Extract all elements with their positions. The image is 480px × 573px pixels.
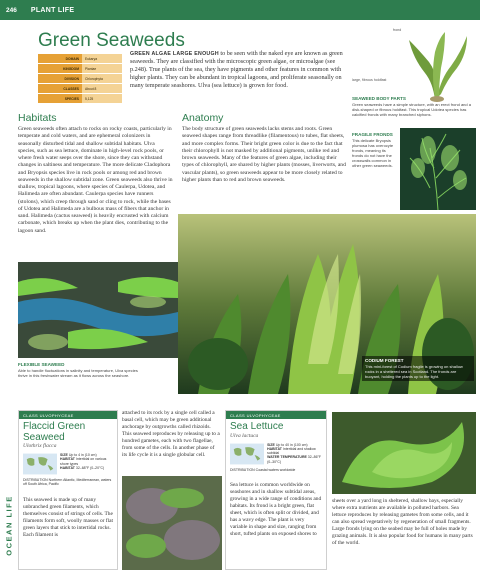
page-title: Green Seaweeds [38, 30, 185, 51]
vertical-section-label: OCEAN LIFE [4, 494, 14, 556]
species-fact: SIZE Up to 40 in (100 cm) [267, 442, 308, 447]
fragile-fronds-caption: FRAGILE FRONDS This delicate Bryopsis plumosa has overocyte fronds, meaning its fronds do not have the crosswalls common in other green seaweeds. [352, 132, 394, 168]
intro-text: to be seen with the naked eye are known as green seaweeds. They are classified with the microscopic green algae, or microalgae (see p.248). True plants of the sea, they have pigments and other features in common with higher plants. They can be abundant in tropical lagoons, and proliferate seasonally on many temperate seashores. Ulva (sea lettuce) is grown for food. [130, 50, 343, 89]
classification-row: KINGDOM Plantae [38, 64, 122, 73]
section-title: PLANT LIFE [30, 6, 75, 14]
ulva-stream-image [18, 262, 178, 358]
species-scientific-name: Ulothrix flacca [23, 443, 57, 449]
anatomy-heading: Anatomy [182, 112, 224, 124]
intro-paragraph [130, 50, 345, 90]
classification-row: DOMAIN Eukarya [38, 54, 122, 63]
species-title: Flaccid Green Seaweed [23, 421, 86, 443]
codium-caption: CODIUM FOREST This mini-forest of Codium fragile is growing on shallow rocks in a sheltered sea in Scotland. The fronds are buoyant, holding the plants up to the light. [362, 356, 474, 381]
frond-label: frond [393, 28, 402, 32]
bryopsis-image [400, 128, 476, 210]
habitats-heading: Habitats [18, 112, 57, 124]
classification-row: CLASSES About 8 [38, 84, 122, 93]
anatomy-text: The body structure of green seaweeds lacks stems and roots. Green seaweed shapes range from threadlike (filamentous) to tubes, flat sheets, and more complex forms. Their bright green color is due to the fact that their chlorophyll is not masked by additional pigments, unlike red and brown seaweeds. Many of the features of green algae, including their types of chlorophyll, are shared by higher plants (mosses, liverworts, and vascular plants), so green seaweeds appear to be more closely related to higher plants than to red and brown seaweeds. [182, 126, 346, 183]
intro-lead: GREEN ALGAE LARGE ENOUGH [130, 51, 219, 57]
holdfast-label: large, fibrous holdfast [352, 78, 387, 82]
species-text-sea-lettuce-2: sheets over a yard long in sheltered, shallow bays, especially where extra nutrients are available in polluted harbors. Sea lettuce reproduces by releasing gametes from some cells, and it can also spread vegetatively by regeneration of small fragments. Large fronds lying on the seabed may be full of holes made by grazing animals. It is also popular food for humans in many parts of the world. [332, 498, 473, 546]
species-fact: SIZE Up to 4 in (10 cm) [60, 453, 97, 457]
sea-lettuce-image [332, 412, 476, 494]
classification-box [38, 54, 122, 104]
page-number: 246 [6, 6, 17, 14]
species-card-flaccid: CLASS ULVOPHYCEAE Flaccid Green Seaweed Ulothrix flacca SIZE Up to 4 in (10 cm) HABITAT Intertidal on various shore types HABITAT 32–68°F (0–20°C) DISTRIBUTION Northern Atlantic, Mediterranean, waters off South Africa, Pacific This seaweed is made up of many unbranched green filaments, which themselves consist of strings of cells. The filaments form soft, woolly masses or flat green layers that stick to intertidal rocks. Each filament is [18, 410, 118, 570]
body-parts-caption: SEAWEED BODY PARTS Green seaweeds have a simple structure, with an erect frond and a disk-shaped or fibrous holdfast. This tropical Udotea species has calcified fronds with many branched siphons. [352, 96, 471, 117]
flexible-seaweed-caption: FLEXIBLE SEAWEED Able to handle fluctuations in salinity and temperature, Ulva species thrive in this freshwater stream as it flows across the seashore. [18, 362, 138, 378]
species-scientific-name: Ulva lactuca [230, 432, 259, 439]
species-card-sea-lettuce: CLASS ULVOPHYCEAE Sea Lettuce Ulva lactuca SIZE Up to 40 in (100 cm) HABITAT Intertidal and shallow subtidal WATER TEMPERATURE 32–86°F (0–30°C) DISTRIBUTION Coastal waters worldwide Sea lettuce is common worldwide on seashores and in shallow subtidal areas, growing in a wide range of conditions and habitats. Its frond is a bright green, flat sheet, which is often split or divided, and has a wavy edge. The plant is very variable in shape and size, ranging from short, tufted plants on exposed shores to [225, 410, 327, 570]
habitats-text: Green seaweeds often attach to rocks on rocky coasts, particularly in temperate and cold waters, and are ephemeral colonizers in seasonally disturbed tidal and shallow subtidal habitats. Ulva species, such as sea lettuce, dominate in high-level rock pools, or where fresh water seeps over the shore, since they can withstand changes in saltiness and temperature. The more delicate Cladophora and Bryopsis species live in rock pools or among red and brown seaweeds in the shallow subtidal zone. Green seaweeds also thrive in shallow, tropical lagoons, where species of Caulerpa, Udotea, and Halimeda are often abundant. Caulerpa species have runners (stolons), which creep through sand or cling to rock, while the bases of Udotea and Halimeda are a bulbous mass of fibers that anchor in sand. Halimeda (cactus seaweed) is heavily encrusted with calcium carbonate, which breaks up when the plant dies, contributing to the lagoon sand. [18, 126, 173, 234]
species-title: Sea Lettuce [230, 421, 284, 432]
udotea-seaweed-image [395, 28, 475, 103]
distribution-map-icon [230, 443, 264, 465]
species-fact: HABITAT Intertidal on various shore types [60, 457, 107, 466]
species-fact: HABITAT 32–68°F (0–20°C) [60, 465, 105, 470]
flaccid-seaweed-image [122, 476, 222, 570]
species-fact: HABITAT Intertidal and shallow subtidal [267, 446, 316, 456]
species-fact: WATER TEMPERATURE 32–86°F (0–30°C) [267, 455, 322, 464]
classification-row: DIVISION Chlorophyta [38, 74, 122, 83]
page-header [0, 0, 480, 20]
distribution-map-icon [23, 453, 57, 475]
species-text-flaccid-2: attached to its rock by a single cell called a basal cell, which may be green additional anchorage by outgrowths called rhizoids. This seaweed reproduces by releasing up to a hundred gametes, each with two flagellae, from some of the cells. In another phase of its life cycle it is a single globular cell. [122, 410, 220, 458]
classification-row: SPECIES 5,125 [38, 94, 122, 103]
